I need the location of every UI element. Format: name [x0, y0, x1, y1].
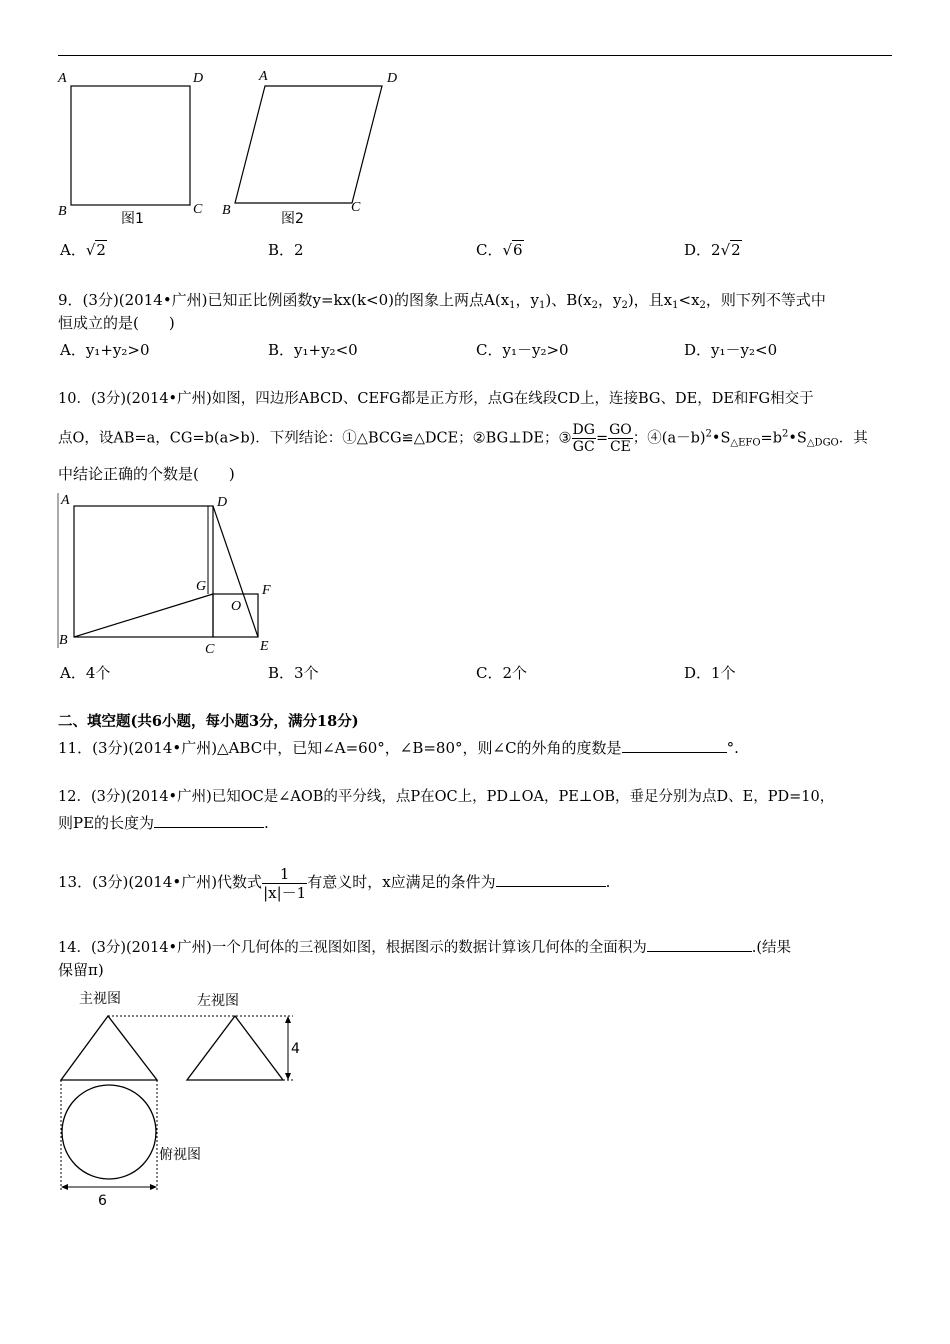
label-b: B: [59, 633, 68, 648]
answer-blank: [647, 936, 752, 952]
label-d: D: [217, 495, 228, 510]
square-figure1: [71, 86, 190, 205]
q12-line2: 则PE的长度为 .: [58, 814, 269, 832]
front-view-triangle: [61, 1016, 157, 1080]
q8-option-b: B．2: [268, 241, 304, 259]
top-view-label: 俯视图: [159, 1147, 201, 1163]
q14-line2: 保留π): [58, 961, 104, 979]
arrow-left: [61, 1184, 68, 1190]
q9-option-d: D．y₁－y₂<0: [684, 341, 778, 359]
segment-de: [213, 506, 258, 637]
top-view-circle: [62, 1085, 156, 1179]
left-view-triangle: [187, 1016, 283, 1080]
left-view-label: 左视图: [197, 993, 239, 1009]
q8-figure: [55, 65, 415, 235]
q10-figure: [55, 488, 285, 658]
q10-option-c: C．2个: [476, 664, 528, 682]
fig2-label-b: B: [222, 203, 231, 218]
fig2-label-d: D: [387, 71, 398, 86]
q9-option-b: B．y₁+y₂<0: [268, 341, 358, 359]
square-abcd: [74, 506, 213, 637]
fig2-label-c: C: [351, 200, 361, 215]
q10-line1: 10．(3分)(2014•广州)如图，四边形ABCD、CEFG都是正方形，点G在线段CD上，连接BG、DE，DE和FG相交于: [58, 391, 814, 407]
q14-line1: 14．(3分)(2014•广州)一个几何体的三视图如图，根据图示的数据计算该几何体的全面积为 .(结果: [58, 936, 791, 958]
q8-option-d: D．2√2: [684, 241, 741, 259]
answer-blank: [622, 737, 727, 753]
q10-line3: 中结论正确的个数是( ): [58, 465, 235, 483]
fig1-caption: 图1: [121, 211, 144, 227]
fraction-go-ce: $\frac{GO}{CE}$: [609, 422, 632, 455]
sqrt-symbol: √2: [85, 241, 106, 259]
height-value: 4: [291, 1041, 300, 1057]
segment-bg: [74, 594, 213, 637]
label-f: F: [262, 583, 271, 598]
q14-three-views-figure: [55, 985, 315, 1210]
front-view-label: 主视图: [79, 991, 121, 1007]
fig1-label-c: C: [193, 202, 203, 217]
q10-option-b: B．3个: [268, 664, 319, 682]
fraction-dg-gc: $\frac{DG}{GC}$: [572, 422, 595, 455]
q8-option-a: A．√2: [60, 241, 106, 259]
q12-line1: 12．(3分)(2014•广州)已知OC是∠AOB的平分线，点P在OC上，PD⊥OA，PE⊥OB，垂足分别为点D、E，PD=10，: [58, 789, 835, 805]
header-rule: [58, 55, 892, 56]
q10-option-a: A．4个: [60, 664, 111, 682]
label-o: O: [231, 599, 242, 614]
q10-option-d: D．1个: [684, 664, 736, 682]
q8-option-c: C．√6: [476, 241, 523, 259]
parallelogram-figure2: [235, 86, 382, 203]
label-e: E: [260, 639, 269, 654]
fig1-label-a: A: [58, 71, 67, 86]
section2-title: 二、填空题(共6小题，每小题3分，满分18分): [58, 713, 359, 730]
q9-option-c: C．y₁－y₂>0: [476, 341, 569, 359]
q13-line: 13．(3分)(2014•广州)代数式 $\frac{1}{|x|-1}$ 有意义时，x应满足的条件为 .: [58, 864, 611, 902]
label-g: G: [196, 579, 207, 594]
answer-blank: [496, 871, 606, 887]
q9-line2: 恒成立的是( ): [58, 314, 175, 332]
q10-line2: 点O，设AB=a，CG=b(a>b)．下列结论：①△BCG≌△DCE；②BG⊥DE；③ $\frac{DG}{GC}$ = $\frac{GO}{CE}$ ；$④(a-b)^2•S_{\triangle EFO}=b^2•S_{\triangle DGO}$．其: [58, 422, 868, 455]
q9-option-a: A．y₁+y₂>0: [60, 341, 150, 359]
fig1-label-d: D: [193, 71, 204, 86]
arrow-down: [285, 1073, 291, 1080]
fig2-label-a: A: [259, 69, 268, 84]
width-value: 6: [98, 1193, 107, 1209]
sqrt-symbol: √6: [502, 241, 523, 259]
fig1-label-b: B: [58, 204, 67, 219]
answer-blank: [154, 812, 264, 828]
arrow-up: [285, 1016, 291, 1023]
q9-line1: 9．(3分)(2014•广州)已知正比例函数y=kx(k<0)的图象上两点$A(x_1$，$y_1$)、$B(x_2$，$y_2$)，且$x_1<x_2$，则下列不等式中: [58, 291, 826, 311]
fig2-caption: 图2: [281, 211, 304, 227]
label-c: C: [205, 642, 215, 657]
fraction-1-over-absx-minus-1: $\frac{1}{|x|-1}$: [263, 864, 307, 902]
q11-line: 11．(3分)(2014•广州)△ABC中，已知∠A=60°，∠B=80°，则∠C的外角的度数是 °.: [58, 739, 739, 757]
sqrt-symbol: √2: [720, 241, 741, 259]
arrow-right: [150, 1184, 157, 1190]
label-a: A: [61, 493, 70, 508]
